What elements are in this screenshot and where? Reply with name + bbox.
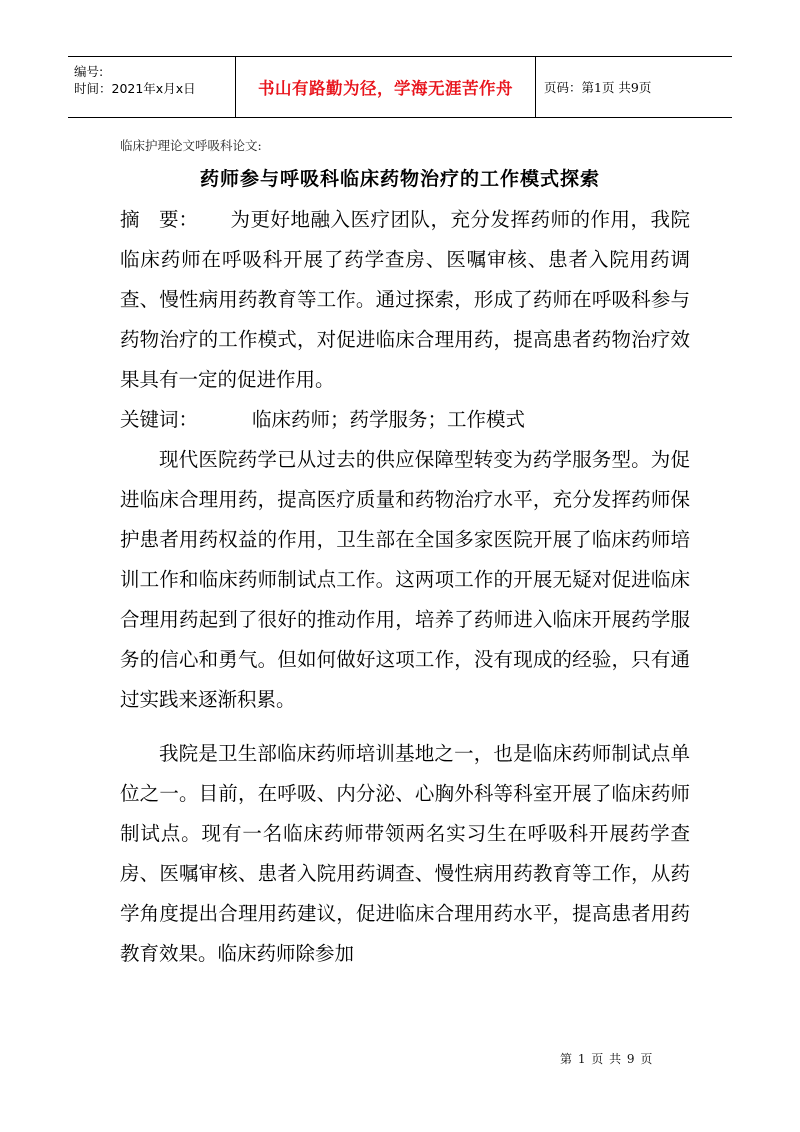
header-meta-cell: [68, 57, 236, 117]
keywords: [120, 400, 690, 440]
keywords-label: 关键词：: [120, 408, 199, 431]
motto-text: 书山有路勤为径，学海无涯苦作舟: [258, 79, 513, 98]
body-paragraph-2: 我院是卫生部临床药师培训基地之一，也是临床药师制试点单位之一。目前，在呼吸、内分泌、心胸外科等科室开展了临床药师制试点。现有一名临床药师带领两名实习生在呼吸科开展药学查房、医嘱审核、患者入院用药调查、慢性病用药教育等工作，从药学角度提出合理用药建议，促进临床合理用药水平，提高患者用药教育效果。临床药师除参加: [120, 742, 690, 965]
header-motto-cell: [236, 57, 536, 117]
document-category: 临床护理论文呼吸科论文:: [120, 138, 262, 153]
abstract-text: 为更好地融入医疗团队，充分发挥药师的作用，我院临床药师在呼吸科开展了药学查房、医嘱审核、患者入院用药调查、慢性病用药教育等工作。通过探索，形成了药师在呼吸科参与药物治疗的工作模式，对促进临床合理用药，提高患者药物治疗效果具有一定的促进作用。: [120, 208, 690, 391]
time-label: 时间：2021年x月x日: [74, 81, 196, 96]
abstract-label: 摘 要：: [120, 208, 199, 231]
abstract: [120, 200, 690, 400]
body-paragraph-1: 现代医院药学已从过去的供应保障型转变为药学服务型。为促进临床合理用药，提高医疗质量和药物治疗水平，充分发挥药师保护患者用药权益的作用，卫生部在全国多家医院开展了临床药师培训工作和临床药师制试点工作。这两项工作的开展无疑对促进临床合理用药起到了很好的推动作用，培养了药师进入临床开展药学服务的信心和勇气。但如何做好这项工作，没有现成的经验，只有通过实践来逐渐积累。: [120, 448, 690, 711]
page-info: 页码：第1页 共9页: [544, 80, 652, 95]
keywords-text: 临床药师；药学服务；工作模式: [252, 408, 526, 431]
header-page-cell: [536, 57, 732, 117]
page-footer: 第 1 页 共 9 页: [560, 1052, 653, 1066]
document-body: [120, 200, 690, 974]
number-label: 编号:: [74, 64, 104, 79]
document-title: 药师参与呼吸科临床药物治疗的工作模式探索: [199, 168, 600, 190]
header-table: [68, 56, 732, 118]
